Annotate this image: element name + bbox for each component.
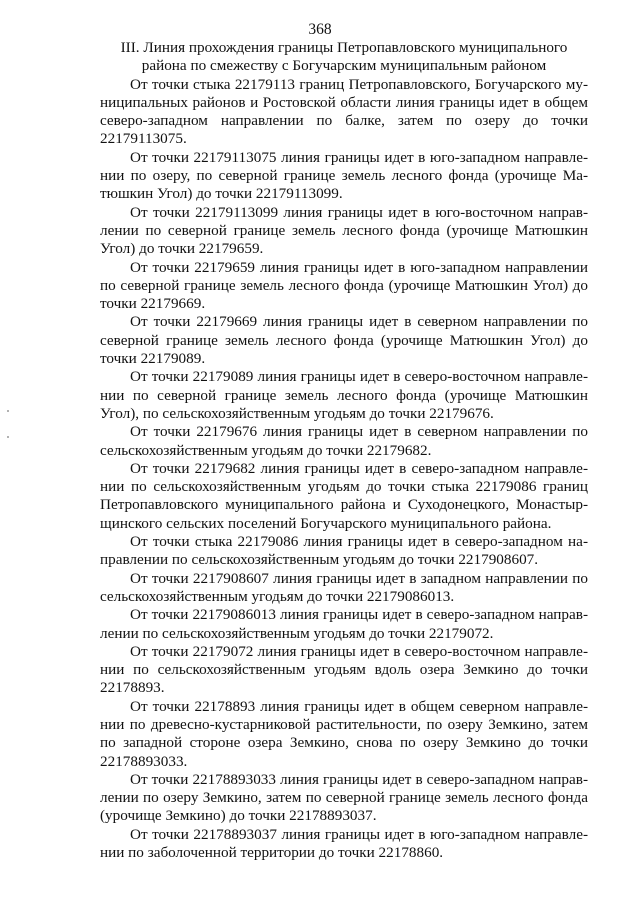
page-number: 368 bbox=[308, 21, 332, 38]
paragraph: От точки стыка 22179113 границ Петропавловского, Богучарского муниципальных районов и Ростовской области линия границы идет в общем северо-западном направлении по балке, затем по озеру до точки 22179113075. bbox=[100, 75, 588, 148]
paragraph: От точки 22178893 линия границы идет в общем северном направлении по древесно-кустарниковой растительности, по озеру Земкино, затем по западной стороне озера Земкино, снова по озеру Земкино до точки 22178893033. bbox=[100, 697, 588, 770]
paragraph: От точки 22179113099 линия границы идет в юго-восточном направлении по северной границе земель лесного фонда (урочище Матюшкин Угол) до точки 22179659. bbox=[100, 203, 588, 258]
paragraph: От точки 22179089 линия границы идет в северо-восточном направлении по северной границе земель лесного фонда (урочище Матюшкин Угол), по сельскохозяйственным угодьям до точки 22179676. bbox=[100, 368, 588, 422]
paragraph: От точки 22178893033 линия границы идет в северо-западном направлении по озеру Земкино, затем по северной границе земель лесного фонда (урочище Земкино) до точки 22178893037. bbox=[100, 770, 588, 825]
document-body bbox=[100, 39, 588, 862]
paragraph: От точки 22179086013 линия границы идет в северо-западном направлении по сельскохозяйственным угодьям до точки 22179072. bbox=[100, 606, 588, 642]
paragraph: От точки 22179676 линия границы идет в северном направлении по сельскохозяйственным угодьям до точки 22179682. bbox=[100, 423, 588, 459]
paragraph: От точки 22179669 линия границы идет в северном направлении по северной границе земель лесного фонда (урочище Матюшкин Угол) до точки 22179089. bbox=[100, 313, 588, 368]
paragraph: От точки 22179659 линия границы идет в юго-западном направлении по северной границе земель лесного фонда (урочище Матюшкин Угол) до точки 22179669. bbox=[100, 258, 588, 313]
scan-speck bbox=[7, 410, 9, 412]
paragraph: От точки 22178893037 линия границы идет в юго-западном направлении по заболоченной территории до точки 22178860. bbox=[100, 825, 588, 862]
paragraph: От точки 2217908607 линия границы идет в западном направлении по сельскохозяйственным угодьям до точки 22179086013. bbox=[100, 569, 588, 605]
section-heading: III. Линия прохождения границы Петропавловского муниципального района по смежеству с Богучарским муниципальным районом bbox=[120, 39, 568, 75]
paragraph: От точки 22179113075 линия границы идет в юго-западном направлении по озеру, по северной границе земель лесного фонда (урочище Матюшкин Угол) до точки 22179113099. bbox=[100, 148, 588, 203]
paragraph: От точки 22179682 линия границы идет в северо-западном направлении по сельскохозяйственным угодьям до точки стыка 22179086 границ Петропавловского муниципального района и Суходонецкого, Монастырщинского сельских поселений Богучарского муниципального района. bbox=[100, 459, 588, 532]
paragraph: От точки стыка 22179086 линия границы идет в северо-западном направлении по сельскохозяйственным угодьям до точки 2217908607. bbox=[100, 533, 588, 569]
scan-speck bbox=[7, 436, 9, 438]
paragraph: От точки 22179072 линия границы идет в северо-восточном направлении по сельскохозяйственным угодьям вдоль озера Земкино до точки 22178893. bbox=[100, 642, 588, 697]
